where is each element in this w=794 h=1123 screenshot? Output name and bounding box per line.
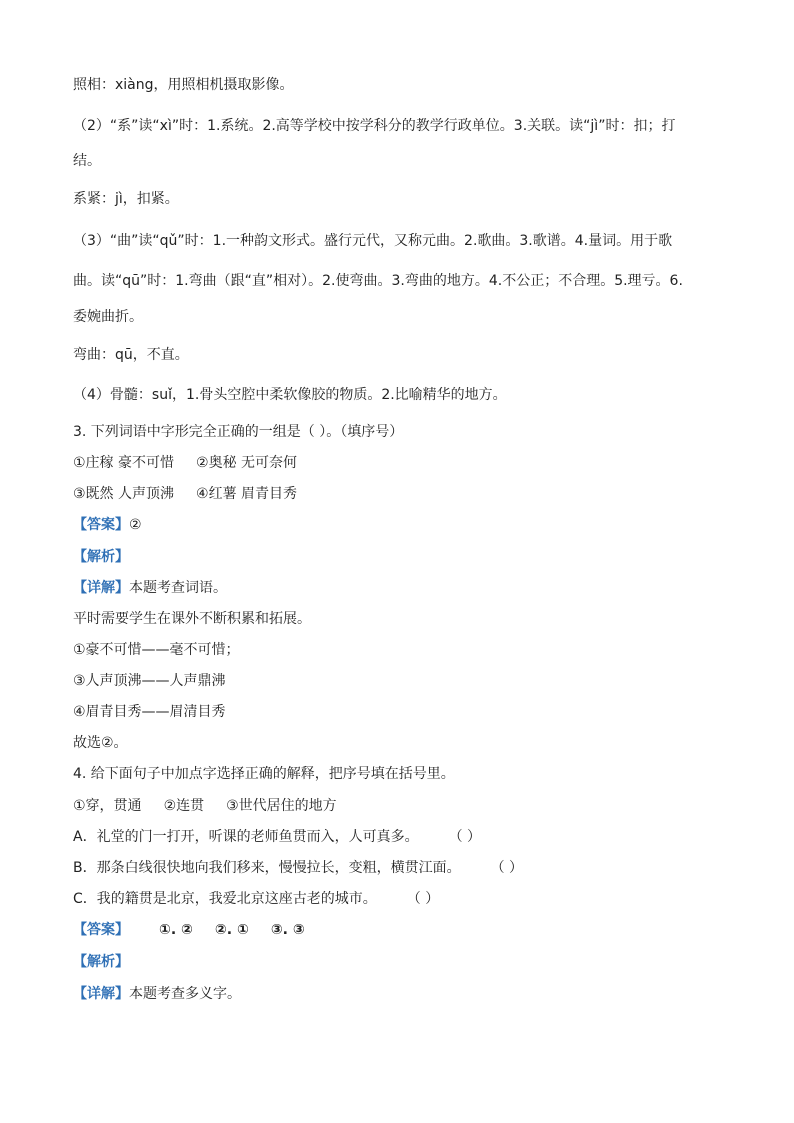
answer-3: ③. ③ <box>270 922 305 938</box>
analysis-tag: 【解析】 <box>73 954 129 970</box>
item-c-text: C．我的籍贯是北京，我爱北京这座古老的城市。 <box>73 891 377 907</box>
text-line-3: 结。 <box>73 153 101 169</box>
option-3: ③既然 人声顶沸 <box>73 486 175 502</box>
definition-1: ①穿，贯通 <box>73 798 142 814</box>
text-line-16: 平时需要学生在课外不断积累和拓展。 <box>73 611 311 627</box>
question-3-options-row-2 <box>73 485 297 503</box>
detail-tag: 【详解】 <box>73 580 129 596</box>
correction-3: ④眉青目秀——眉清目秀 <box>73 704 226 720</box>
question-4-analysis <box>73 953 129 971</box>
question-3-detail <box>73 579 227 597</box>
text-line-9: （4）骨髓：suǐ，1.骨头空腔中柔软像胶的物质。2.比喻精华的地方。 <box>73 387 507 403</box>
analysis-tag: 【解析】 <box>73 549 129 565</box>
answer-value: ② <box>129 517 142 533</box>
item-a-blank: （ ） <box>448 829 482 845</box>
text-line-4: 系紧：jì，扣紧。 <box>73 191 179 207</box>
option-4: ④红薯 眉青目秀 <box>196 486 298 502</box>
question-3-analysis <box>73 548 129 566</box>
option-1: ①庄稼 豪不可惜 <box>73 455 175 471</box>
question-4-definitions <box>73 797 337 815</box>
detail-text: 本题考查词语。 <box>129 580 227 596</box>
answer-1: ①. ② <box>159 922 193 938</box>
text-line-6: 曲。读“qū”时：1.弯曲（跟“直”相对）。2.使弯曲。3.弯曲的地方。4.不公正；不合理。5.理亏。6. <box>73 273 683 289</box>
item-b-blank: （ ） <box>490 860 524 876</box>
item-a-text: A．礼堂的门一打开，听课的老师鱼贯而入，人可真多。 <box>73 829 419 845</box>
question-3-options-row-1 <box>73 454 297 472</box>
text-line-7: 委婉曲折。 <box>73 309 143 325</box>
text-line-8: 弯曲：qū，不直。 <box>73 347 189 363</box>
question-4-stem: 4. 给下面句子中加点字选择正确的解释，把序号填在括号里。 <box>73 766 455 782</box>
definition-3: ③世代居住的地方 <box>226 798 337 814</box>
answer-2: ②. ① <box>214 922 249 938</box>
text-line-5: （3）“曲”读“qǔ”时：1.一种韵文形式。盛行元代，又称元曲。2.歌曲。3.歌谱。4.量词。用于歌 <box>73 233 673 249</box>
conclusion: 故选②。 <box>73 735 128 751</box>
text-line-2: （2）“系”读“xì”时：1.系统。2.高等学校中按学科分的教学行政单位。3.关联。读“jì”时：扣；打 <box>73 118 676 134</box>
question-4-detail <box>73 985 241 1003</box>
text-line-1: 照相：xiàng，用照相机摄取影像。 <box>73 77 294 93</box>
question-4-answer <box>73 921 305 939</box>
question-4-item-a <box>73 828 481 846</box>
answer-tag: 【答案】 <box>73 517 129 533</box>
option-2: ②奥秘 无可奈何 <box>196 455 298 471</box>
detail-text: 本题考查多义字。 <box>129 986 241 1002</box>
question-4-item-c <box>73 890 439 908</box>
question-3-stem: 3. 下列词语中字形完全正确的一组是（ ）。（填序号） <box>73 424 404 440</box>
correction-2: ③人声顶沸——人声鼎沸 <box>73 673 226 689</box>
answer-tag: 【答案】 <box>73 922 129 938</box>
question-3-answer <box>73 516 142 534</box>
item-b-text: B．那条白线很快地向我们移来，慢慢拉长，变粗，横贯江面。 <box>73 860 461 876</box>
correction-1: ①豪不可惜——毫不可惜； <box>73 642 240 658</box>
question-4-item-b <box>73 859 523 877</box>
item-c-blank: （ ） <box>406 891 440 907</box>
definition-2: ②连贯 <box>163 798 205 814</box>
detail-tag: 【详解】 <box>73 986 129 1002</box>
